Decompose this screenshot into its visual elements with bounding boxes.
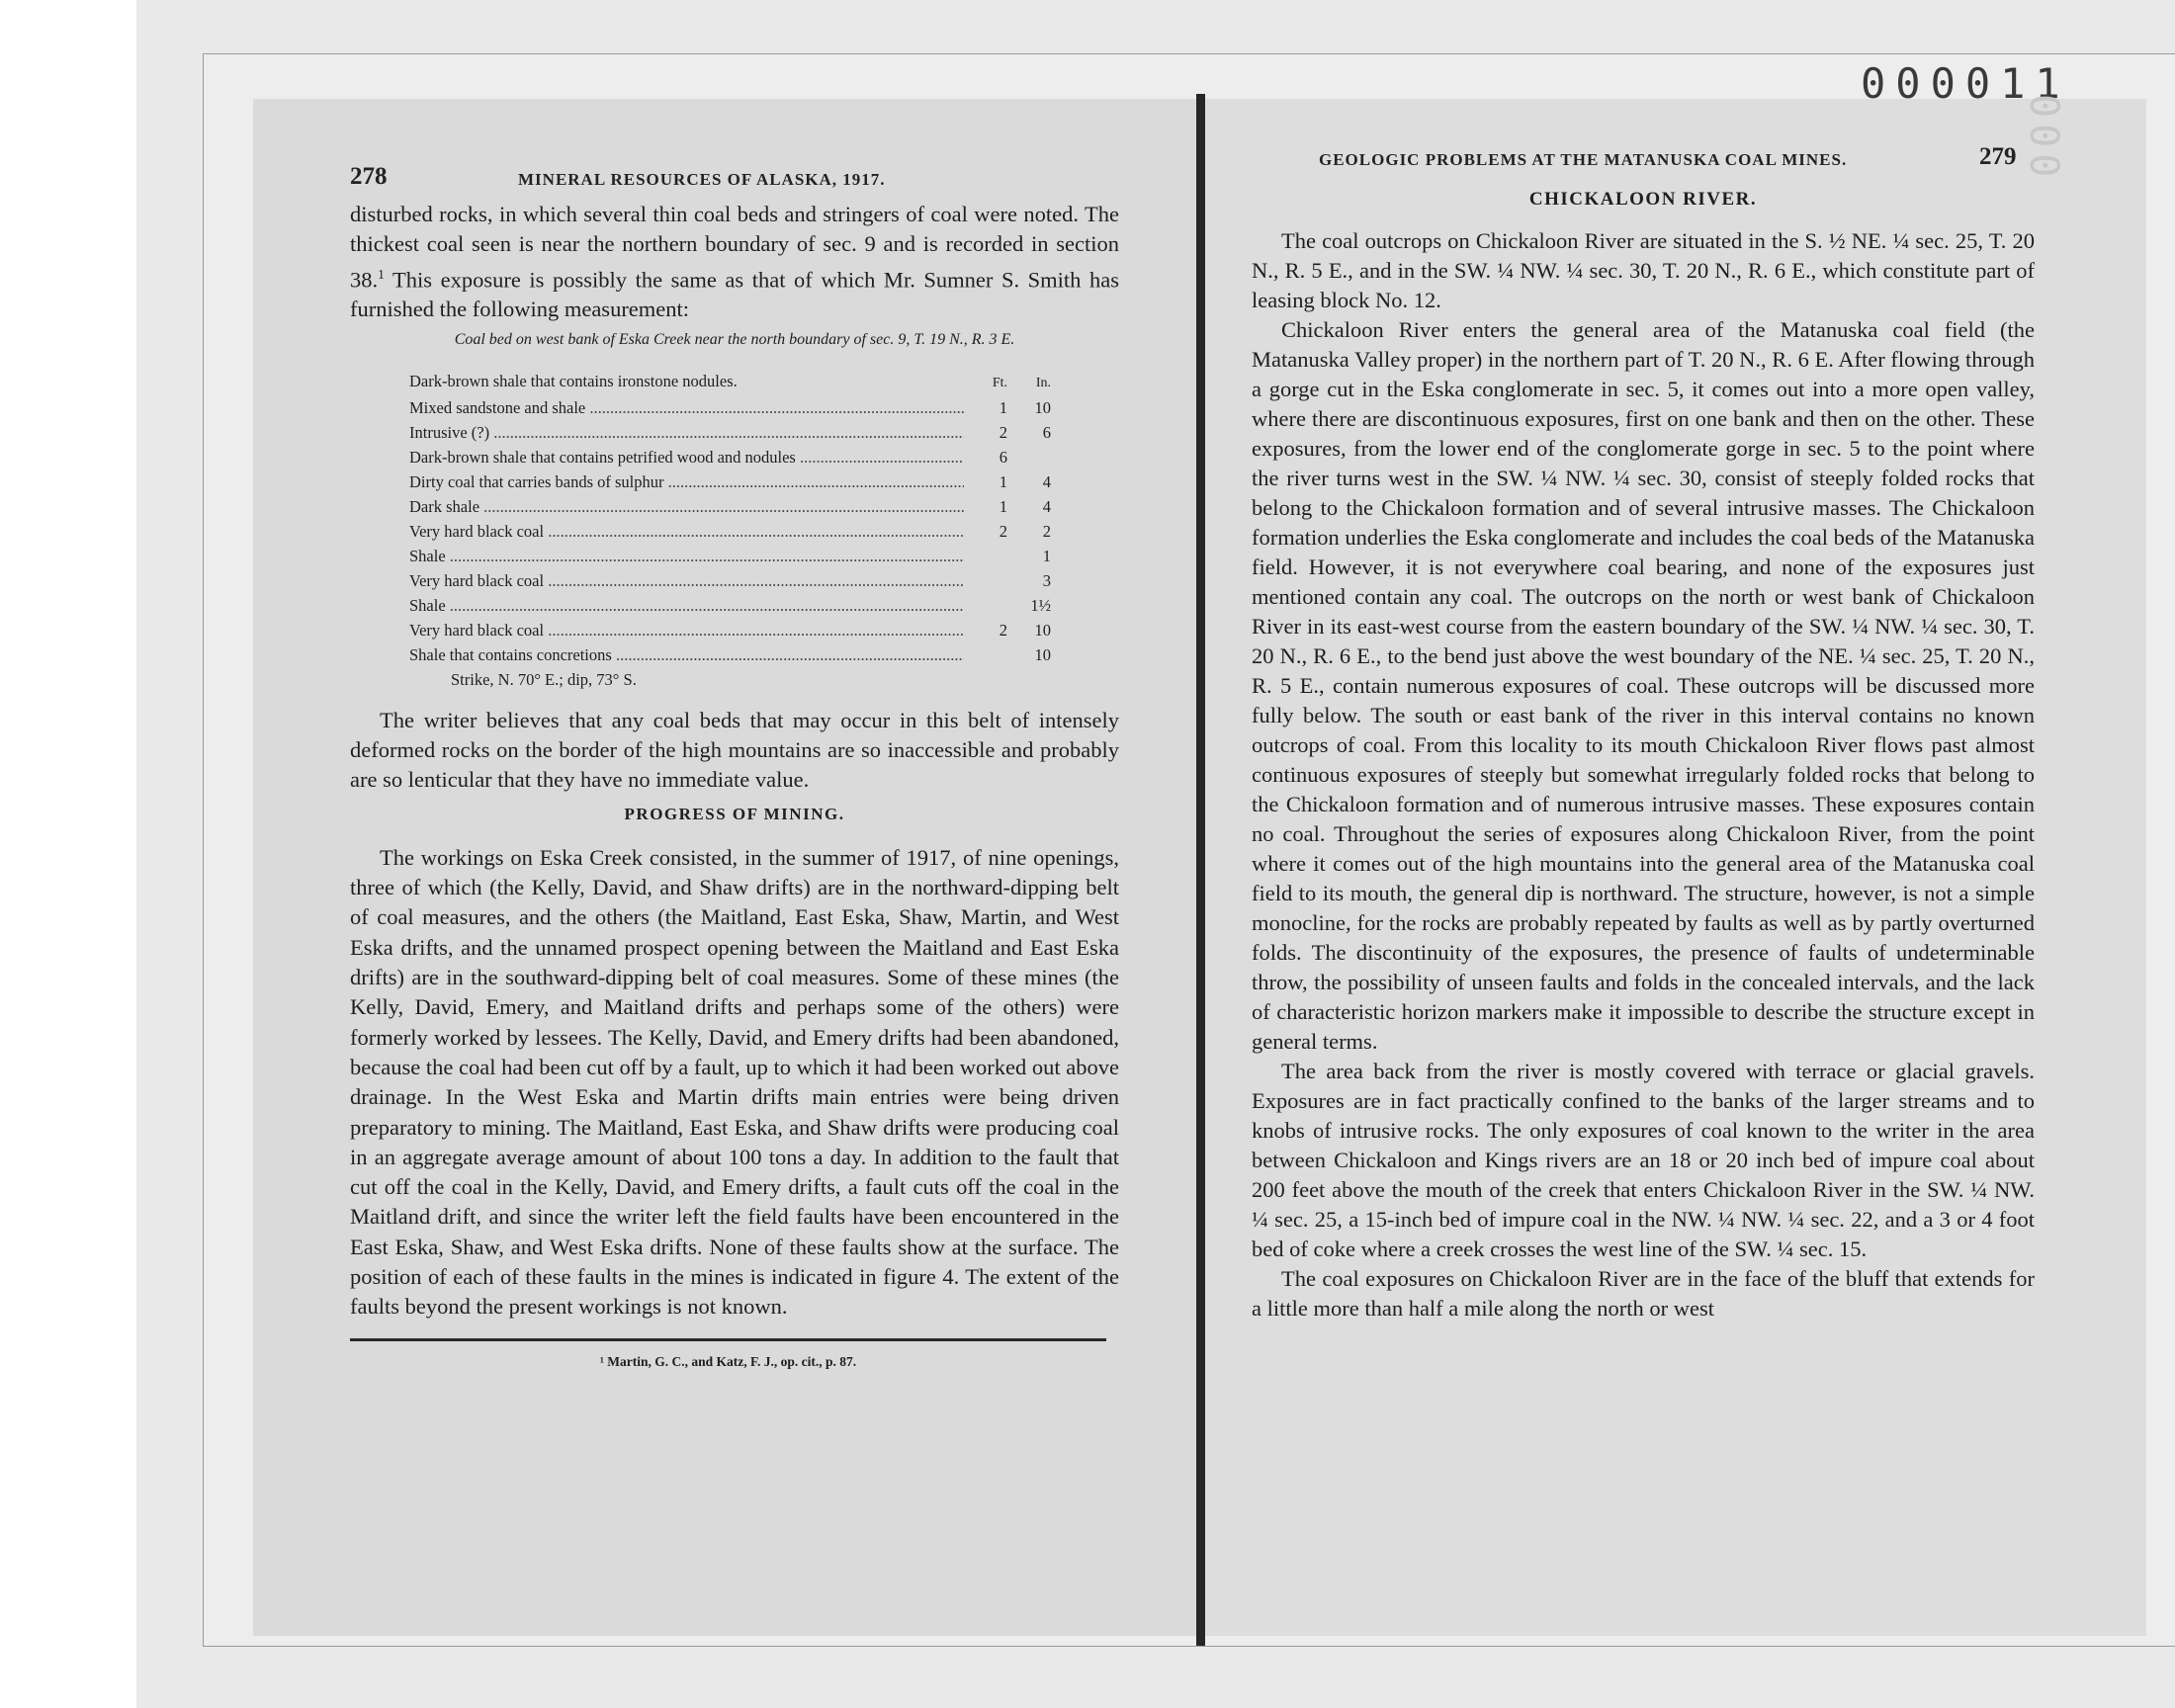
right-paragraph-3: The area back from the river is mostly covered with terrace or glacial gravels. Exposures are in fact practically confined to the banks of the larger streams and to knobs of intrusive rocks. The only exposures of coal known to the writer in the area between Chickaloon and Kings rivers are an 18 or 20 inch bed of impure coal about 200 feet above the mouth of the creek that enters Chickaloon River in the SW. ¼ NW. ¼ sec. 25, a 15-inch bed of impure coal in the NW. ¼ NW. ¼ sec. 22, and a 3 or 4 foot bed of coke where a creek crosses the west line of the SW. ¼ sec. 15. <box>1252 1059 2035 1261</box>
section-row-feet: 2 <box>999 521 1007 541</box>
left-paragraph-1: disturbed rocks, in which several thin coal beds and stringers of coal were noted. The thickest coal seen is near the northern boundary of sec. 9 and is recorded in section 38.$^1$ This exposure is possibly the same as that of which Mr. Sumner S. Smith has furnished the following measurement: <box>350 202 1119 322</box>
section-row <box>409 568 1057 593</box>
book-spread <box>204 54 2175 1646</box>
section-row-feet: 1 <box>999 397 1007 417</box>
section-row-inches: 6 <box>1042 422 1051 442</box>
footnote: ¹ Martin, G. C., and Katz, F. J., op. cit., p. 87. <box>599 1353 857 1369</box>
section-row <box>409 494 1057 519</box>
right-text-column <box>1252 183 2035 1324</box>
right-page-number: 279 <box>1979 143 2017 170</box>
section-row-inches: 10 <box>1034 397 1051 417</box>
section-row-inches: 1 <box>1042 546 1051 565</box>
right-paragraph-1: The coal outcrops on Chickaloon River are situated in the S. ½ NE. ¼ sec. 25, T. 20 N., R. 5 E., and in the SW. ¼ NW. ¼ sec. 30, T. 20 N., R. 6 E., which constitute part of leasing block No. 12. <box>1252 228 2035 312</box>
left-paragraph-3: The workings on Eska Creek consisted, in the summer of 1917, of nine openings, three of which (the Kelly, David, and Shaw drifts) are in the northward-dipping belt of coal measures, and the others (the Maitland, East Eska, Shaw, Martin, and West Eska drifts, and the unnamed prospect opening between the Maitland and East Eska drifts) are in the southward-dipping belt of coal measures. Some of these mines (the Kelly, David, Emery, and Maitland drifts and perhaps some of the others) were formerly worked by lessees. The Kelly, David, and Emery drifts had been abandoned, because the coal had been cut off by a fault, up to which it had been worked out above drainage. In the West Eska and Martin drifts main entries were being driven preparatory to mining. The Maitland, East Eska, and Shaw drifts were producing coal in an aggregate average amount of about 100 tons a day. In addition to the fault that cut off the coal in the Kelly, David, and Emery drifts, a fault cuts off the coal in the Maitland drift, and since the writer left the field faults have been encountered in the East Eska, Shaw, and West Eska drifts. None of these faults show at the surface. The position of each of these faults in the mines is indicated in figure 4. The extent of the faults beyond the present workings is not known. <box>350 844 1119 1320</box>
left-text-column <box>350 200 1119 1377</box>
section-row-inches: 1½ <box>1030 595 1051 615</box>
page-gutter <box>1196 94 1205 1646</box>
section-row-inches: 4 <box>1042 471 1051 491</box>
section-row-feet: 2 <box>999 620 1007 640</box>
footnote-marker: 1 <box>378 266 385 282</box>
heading-chickaloon-river: CHICKALOON RIVER. <box>1528 189 1758 210</box>
section-row-label: Dark-brown shale that contains petrified wood and nodules ..... <box>409 445 964 470</box>
section-row-label: Very hard black coal ..... <box>409 568 964 593</box>
section-row-label: Mixed sandstone and shale ..... <box>409 395 964 420</box>
section-row <box>409 544 1057 568</box>
section-table-caption: Coal bed on west bank of Eska Creek near the north boundary of sec. 9, T. 19 N., R. 3 E. <box>454 330 1015 348</box>
section-row-inches: 10 <box>1034 620 1051 640</box>
footnote-rule <box>350 1338 1106 1341</box>
section-row-feet: 1 <box>999 496 1007 516</box>
left-running-head: MINERAL RESOURCES OF ALASKA, 1917. <box>518 170 886 189</box>
section-row <box>409 618 1057 642</box>
left-paragraph-2: The writer believes that any coal beds that may occur in this belt of intensely deformed rocks on the border of the high mountains are so inaccessible and probably are so lenticular that they have no immediate value. <box>350 707 1119 793</box>
section-row <box>409 420 1057 445</box>
section-row-label: Intrusive (?) ..... <box>409 420 964 445</box>
left-page-number: 278 <box>350 163 388 190</box>
section-row-label: Very hard black coal ..... <box>409 618 964 642</box>
header-ft: Ft. <box>992 375 1007 390</box>
section-row <box>409 470 1057 494</box>
section-row-inches: 4 <box>1042 496 1051 516</box>
section-table-header <box>409 369 1057 395</box>
header-in: In. <box>1035 375 1051 390</box>
section-row-inches: 10 <box>1034 644 1051 664</box>
section-row <box>409 445 1057 470</box>
right-paragraph-2: Chickaloon River enters the general area of the Matanuska coal field (the Matanuska Valley proper) in the northern part of T. 20 N., R. 6 E. After flowing through a gorge cut in the Eska conglomerate in sec. 5, it comes out into a more open valley, where there are discontinuous exposures, first on one bank and then on the other. These exposures, from the lower end of the conglomerate gorge in sec. 5 to the point where the river turns west in the SW. ¼ NW. ¼ sec. 30, consist of steeply folded rocks that belong to the Chickaloon formation and of several intrusive masses. The Chickaloon formation underlies the Eska conglomerate and includes the coal beds of the Matanuska field. However, it is not everywhere coal bearing, and none of the exposures just mentioned contain any coal. The outcrops on the north or west bank of Chickaloon River in its east-west course from the eastern boundary of the SW. ¼ NW. ¼ sec. 30, T. 20 N., R. 6 E., to the bend just above the west boundary of the NE. ¼ sec. 25, T. 20 N., R. 5 E., contain numerous exposures of coal. These outcrops will be discussed more fully below. The south or east bank of the river in this interval contains no known outcrops of coal. From this locality to its mouth Chickaloon River flows past almost continuous exposures of steeply but somewhat irregularly folded rocks that belong to the Chickaloon formation and of numerous intrusive masses. These exposures contain no coal. Throughout the series of exposures along Chickaloon River, from the point where it comes out of the high mountains into the general area of the Matanuska coal field to its mouth, the general dip is northward. The structure, however, is not a simple monocline, for the rocks are probably repeated by faults as well as by partly overturned folds. The discontinuity of the exposures, the presence of faults of undeterminable throw, the possibility of unseen faults and folds in the concealed intervals, and the lack of characteristic horizon markers make it impossible to describe the structure except in general terms. <box>1252 317 2035 1054</box>
strike-dip-note: Strike, N. 70° E.; dip, 73° S. <box>451 669 637 689</box>
right-running-head: GEOLOGIC PROBLEMS AT THE MATANUSKA COAL MINES. <box>1319 150 1848 169</box>
section-row-label: Very hard black coal ..... <box>409 519 964 544</box>
section-row-label: Shale ..... <box>409 593 964 618</box>
section-first-row-label: Dark-brown shale that contains ironstone nodules. <box>409 371 738 390</box>
section-row-label: Shale ..... <box>409 544 964 568</box>
section-row-label: Dirty coal that carries bands of sulphur ..... <box>409 470 964 494</box>
coal-section-table <box>409 369 1057 692</box>
heading-progress-of-mining: PROGRESS OF MINING. <box>624 804 845 823</box>
archive-stamp-faint: 000 <box>2021 94 2066 184</box>
section-row-feet: 1 <box>999 471 1007 491</box>
section-row <box>409 395 1057 420</box>
section-row-inches: 3 <box>1042 570 1051 590</box>
right-paragraph-4: The coal exposures on Chickaloon River are in the face of the bluff that extends for a little more than half a mile along the north or west <box>1252 1266 2035 1321</box>
archive-stamp-number: 000011 <box>1861 59 2070 108</box>
section-row <box>409 642 1057 667</box>
section-row <box>409 519 1057 544</box>
section-row-label: Shale that contains concretions ..... <box>409 642 964 667</box>
section-row-feet: 6 <box>999 447 1007 467</box>
section-row-feet: 2 <box>999 422 1007 442</box>
section-row-label: Dark shale ..... <box>409 494 964 519</box>
section-row <box>409 593 1057 618</box>
section-row-inches: 2 <box>1042 521 1051 541</box>
